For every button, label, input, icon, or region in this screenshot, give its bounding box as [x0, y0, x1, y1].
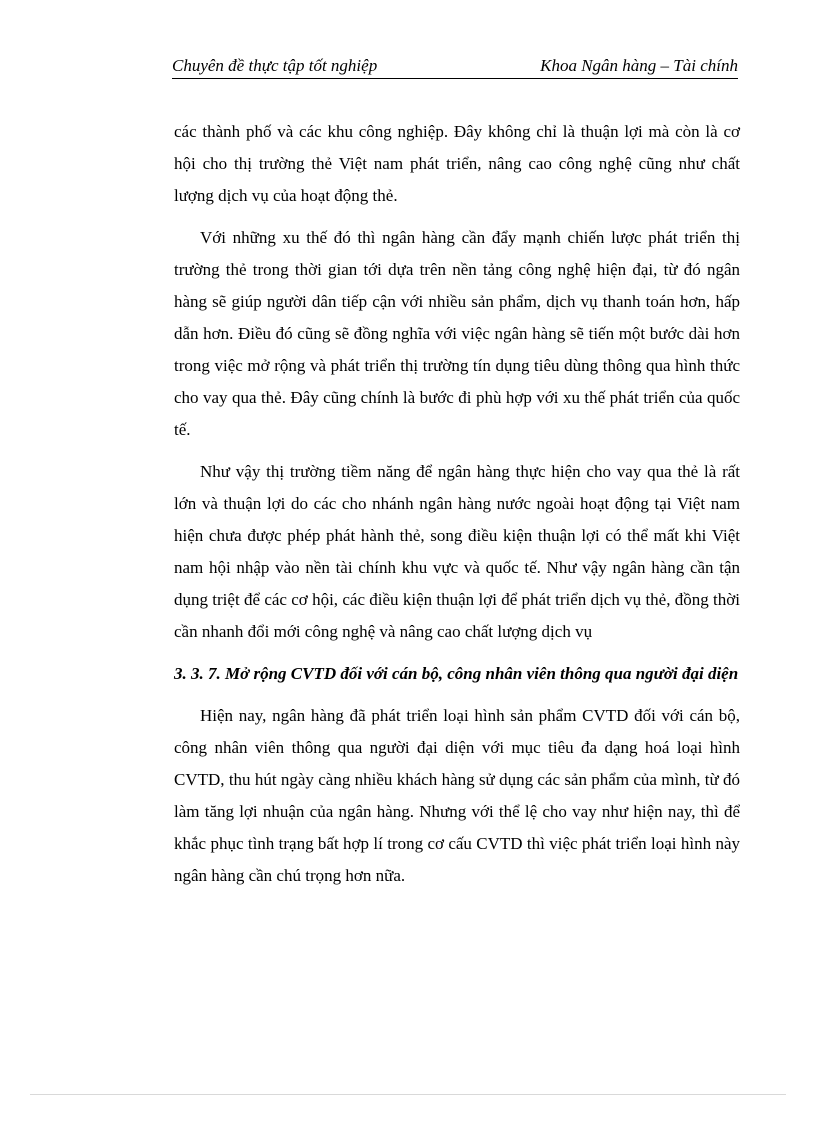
page-header: [172, 54, 738, 79]
header-right-title: Khoa Ngân hàng – Tài chính: [540, 56, 738, 75]
section-heading-3-3-7: 3. 3. 7. Mở rộng CVTD đối với cán bộ, công nhân viên thông qua người đại diện: [174, 664, 739, 683]
paragraph-card-market-potential: Như vậy thị trường tiềm năng để ngân hàng thực hiện cho vay qua thẻ là rất lớn và thuận lợi do các cho nhánh ngân hàng nước ngoài hoạt động tại Việt nam hiện chưa được phép phát hành thẻ, song điều kiện thuận lợi có thể mất khi Việt nam hội nhập vào nền tài chính khu vực và quốc tế. Như vậy ngân hàng cần tận dụng triệt để các cơ hội, các điều kiện thuận lợi để phát triển dịch vụ thẻ, đồng thời cần nhanh đổi mới công nghệ và nâng cao chất lượng dịch vụ: [174, 462, 740, 641]
paragraph-continuation: các thành phố và các khu công nghiệp. Đây không chỉ là thuận lợi mà còn là cơ hội cho thị trường thẻ Việt nam phát triển, nâng cao công nghệ cũng như chất lượng dịch vụ của hoạt động thẻ.: [174, 122, 740, 205]
page-bottom-divider: [30, 1094, 786, 1095]
header-left-title: Chuyên đề thực tập tốt nghiệp: [172, 56, 378, 75]
paragraph-cvtd-representative: Hiện nay, ngân hàng đã phát triển loại hình sản phẩm CVTD đối với cán bộ, công nhân viên thông qua người đại diện với mục tiêu đa dạng hoá loại hình CVTD, thu hút ngày càng nhiều khách hàng sử dụng các sản phẩm của mình, từ đó làm tăng lợi nhuận của ngân hàng. Nhưng với thể lệ cho vay như hiện nay, thì để khắc phục tình trạng bất hợp lí trong cơ cấu CVTD thì việc phát triển loại hình này ngân hàng cần chú trọng hơn nữa.: [174, 706, 740, 885]
page-content: [174, 116, 740, 902]
paragraph-card-market-strategy: Với những xu thế đó thì ngân hàng cần đẩy mạnh chiến lược phát triển thị trường thẻ trong thời gian tới dựa trên nền tảng công nghệ hiện đại, từ đó ngân hàng sẽ giúp người dân tiếp cận với nhiều sản phẩm, dịch vụ thanh toán hơn, hấp dẫn hơn. Điều đó cũng sẽ đồng nghĩa với việc ngân hàng sẽ tiến một bước dài hơn trong việc mở rộng và phát triển thị trường tín dụng tiêu dùng thông qua hình thức cho vay qua thẻ. Đây cũng chính là bước đi phù hợp với xu thế phát triển của quốc tế.: [174, 228, 740, 439]
